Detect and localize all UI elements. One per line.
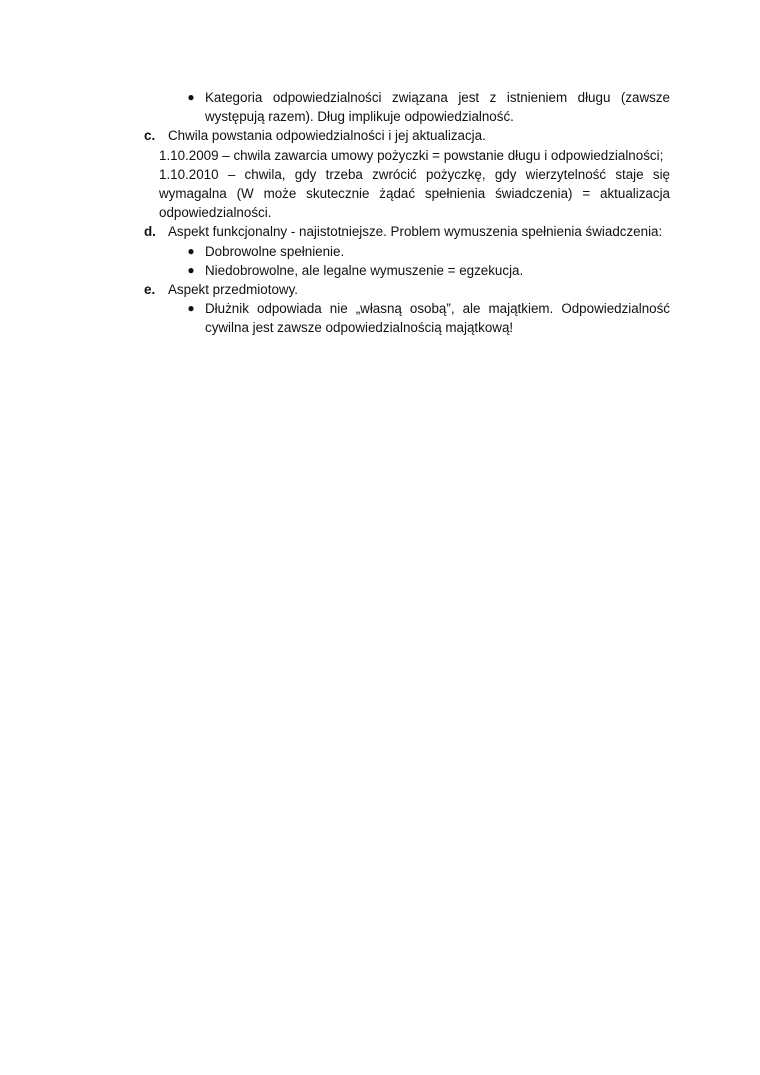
- bullet-icon: ●: [187, 262, 195, 277]
- list-item-text: Aspekt funkcjonalny - najistotniejsze. Problem wymuszenia spełnienia świadczenia:: [168, 224, 663, 240]
- bullet-item: [140, 242, 670, 261]
- bullet-item: [140, 299, 670, 337]
- bullet-text: Kategoria odpowiedzialności związana jest z istnieniem długu (zawsze występują razem). Dług implikuje odpowiedzialność.: [205, 90, 670, 125]
- list-item-d: [140, 222, 670, 241]
- list-item-c: [140, 126, 670, 145]
- list-item-e: [140, 280, 670, 299]
- bullet-item: [140, 88, 670, 126]
- bullet-text: Dobrowolne spełnienie.: [205, 243, 345, 259]
- bullet-text: Niedobrowolne, ale legalne wymuszenie = egzekucja.: [205, 262, 524, 278]
- bullet-icon: ●: [187, 301, 195, 316]
- document-body: [140, 88, 670, 338]
- bullet-icon: ●: [187, 90, 195, 104]
- paragraph: 1.10.2009 – chwila zawarcia umowy pożyczki = powstanie długu i odpowiedzialności;: [159, 147, 664, 163]
- bullet-icon: ●: [187, 243, 195, 258]
- list-letter: c.: [144, 128, 156, 144]
- list-item-text: Aspekt przedmiotowy.: [168, 282, 298, 298]
- bullet-text: Dłużnik odpowiada nie „własną osobą”, ale majątkiem. Odpowiedzialność cywilna jest zawsze odpowiedzialnością majątkową!: [205, 301, 670, 336]
- bullet-item: [140, 261, 670, 280]
- list-item-text: Chwila powstania odpowiedzialności i jej aktualizacja.: [168, 128, 486, 144]
- paragraph: 1.10.2010 – chwila, gdy trzeba zwrócić pożyczkę, gdy wierzytelność staje się wymagalna (W może skutecznie żądać spełnienia świadczenia) = aktualizacja odpowiedzialności.: [159, 166, 670, 221]
- list-letter: d.: [144, 224, 156, 240]
- list-letter: e.: [144, 282, 156, 298]
